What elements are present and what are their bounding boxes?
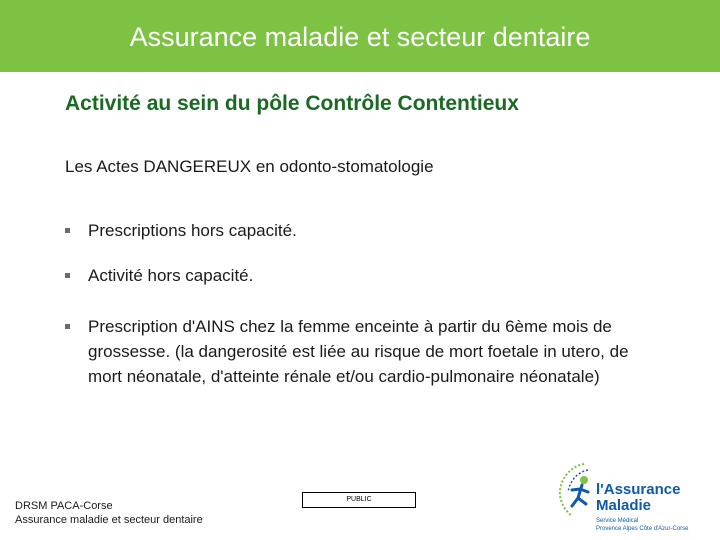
- section-heading: Les Actes DANGEREUX en odonto-stomatologie: [65, 157, 434, 176]
- logo-service: Service Médical: [596, 518, 639, 524]
- footer: [15, 499, 203, 527]
- bullet-text: Prescription d'AINS chez la femme enceinte à partir du 6ème mois de grossesse. (la dangerosité est liée au risque de mort foetale in utero, de mort néonatale, d'atteinte rénale et/ou cardio-pulmonaire néonatale): [88, 317, 629, 386]
- logo-region: Provence Alpes Côte d'Azur-Corse: [596, 526, 689, 532]
- bullet-text: Prescriptions hors capacité.: [88, 221, 297, 240]
- logo-brand-line2: Maladie: [596, 497, 652, 514]
- square-bullet-icon: [65, 228, 70, 233]
- header-bar: [0, 0, 720, 72]
- logo-brand-line1: l'Assurance: [596, 481, 681, 498]
- footer-line-title: Assurance maladie et secteur dentaire: [15, 514, 203, 526]
- square-bullet-icon: [65, 324, 70, 329]
- square-bullet-icon: [65, 273, 70, 278]
- bullet-text: Activité hors capacité.: [88, 266, 254, 285]
- assurance-maladie-logo: [554, 460, 720, 540]
- classification-label: PUBLIC: [302, 492, 416, 508]
- slide-subtitle: Activité au sein du pôle Contrôle Contentieux: [65, 92, 519, 115]
- footer-line-org: DRSM PACA-Corse: [15, 500, 113, 512]
- running-figure-logo-icon: [554, 460, 596, 520]
- slide-title: Assurance maladie et secteur dentaire: [129, 22, 591, 52]
